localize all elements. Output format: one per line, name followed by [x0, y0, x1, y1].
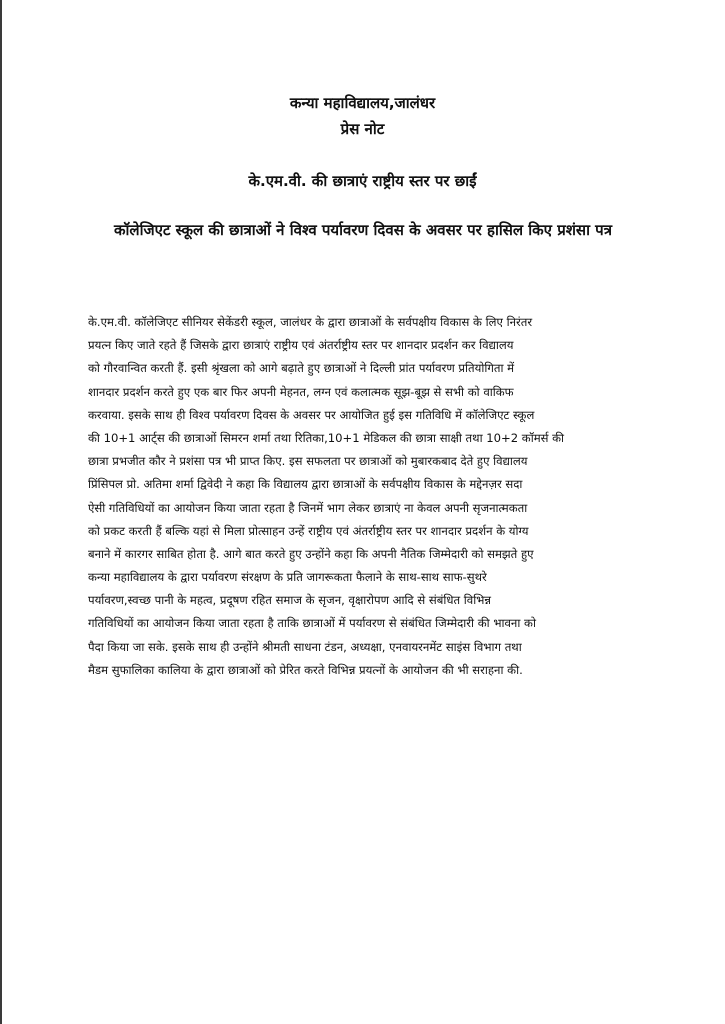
body-line: बनाने में कारगर साबित होता है. आगे बात करते हुए उन्होंने कहा कि अपनी नैतिक जिम्मेदारी को समझते हुए — [88, 546, 534, 561]
body-line: के.एम.वी. कॉलेजिएट सीनियर सेकेंडरी स्कूल, जालंधर के द्वारा छात्राओं के सर्वपक्षीय विकास के लिए निरंतर — [88, 315, 533, 329]
body-line: मैडम सुफालिका कालिया के द्वारा छात्राओं को प्रेरित करते विभिन्न प्रयत्नों के आयोजन की भी सराहना की. — [88, 662, 523, 677]
college-name-heading: कन्या महाविद्यालय,जालंधर — [289, 94, 436, 112]
body-line: पर्यावरण,स्वच्छ पानी के महत्व, प्रदूषण रहित समाज के सृजन, वृक्षारोपण आदि से संबंधित विभिन्न — [88, 593, 491, 608]
body-line: प्रयत्न किए जाते रहते हैं जिसके द्वारा छात्राएं राष्ट्रीय एवं अंतर्राष्ट्रीय स्तर पर शानदार प्रदर्शन कर विद्यालय — [88, 338, 514, 353]
news-headline: के.एम.वी. की छात्राएं राष्ट्रीय स्तर पर छाईं — [248, 172, 477, 190]
body-line: गतिविधियों का आयोजन किया जाता रहता है ताकि छात्राओं में पर्यावरण से संबंधित जिम्मेदारी की भावना को — [88, 616, 536, 631]
body-line: कन्या महाविद्यालय के द्वारा पर्यावरण संरक्षण के प्रति जागरूकता फैलाने के साथ-साथ साफ-सुथरे — [88, 570, 487, 585]
body-line: की 10+1 आर्ट्स की छात्राओं सिमरन शर्मा तथा रितिका,10+1 मेडिकल की छात्रा साक्षी तथा 10+2 कॉमर्स की — [88, 430, 565, 445]
body-line: को गौरवान्वित करती हैं. इसी श्रृंखला को आगे बढ़ाते हुए छात्राओं ने दिल्ली प्रांत पर्यावरण प्रतियोगिता में — [88, 361, 515, 376]
body-line: ऐसी गतिविधियों का आयोजन किया जाता रहता है जिनमें भाग लेकर छात्राएं ना केवल अपनी सृजनात्मकता — [88, 500, 528, 515]
press-note-body — [88, 311, 660, 682]
body-line: शानदार प्रदर्शन करते हुए एक बार फिर अपनी मेहनत, लग्न एवं कलात्मक सूझ-बूझ से सभी को वाकिफ — [88, 384, 514, 399]
page-left-edge — [0, 0, 2, 1024]
press-note-heading: प्रेस नोट — [340, 120, 385, 138]
body-line: करवाया. इसके साथ ही विश्व पर्यावरण दिवस के अवसर पर आयोजित हुई इस गतिविधि में कॉलेजिएट स्कूल — [88, 407, 535, 422]
body-line: छात्रा प्रभजीत कौर ने प्रशंसा पत्र भी प्राप्त किए. इस सफलता पर छात्राओं को मुबारकबाद देते हुए विद्यालय — [88, 454, 528, 469]
body-line: प्रिंसिपल प्रो. अतिमा शर्मा द्विवेदी ने कहा कि विद्यालय द्वारा छात्राओं के सर्वपक्षीय विकास के मद्देनज़र सदा — [88, 477, 523, 492]
news-subheadline: कॉलेजिएट स्कूल की छात्राओं ने विश्व पर्यावरण दिवस के अवसर पर हासिल किए प्रशंसा पत्र — [114, 221, 612, 239]
body-line: पैदा किया जा सके. इसके साथ ही उन्होंने श्रीमती साधना टंडन, अध्यक्षा, एनवायरनमेंट साइंस विभाग तथा — [88, 639, 522, 654]
body-line: को प्रकट करती हैं बल्कि यहां से मिला प्रोत्साहन उन्हें राष्ट्रीय एवं अंतर्राष्ट्रीय स्तर पर शानदार प्रदर्शन के योग्य — [88, 523, 529, 538]
